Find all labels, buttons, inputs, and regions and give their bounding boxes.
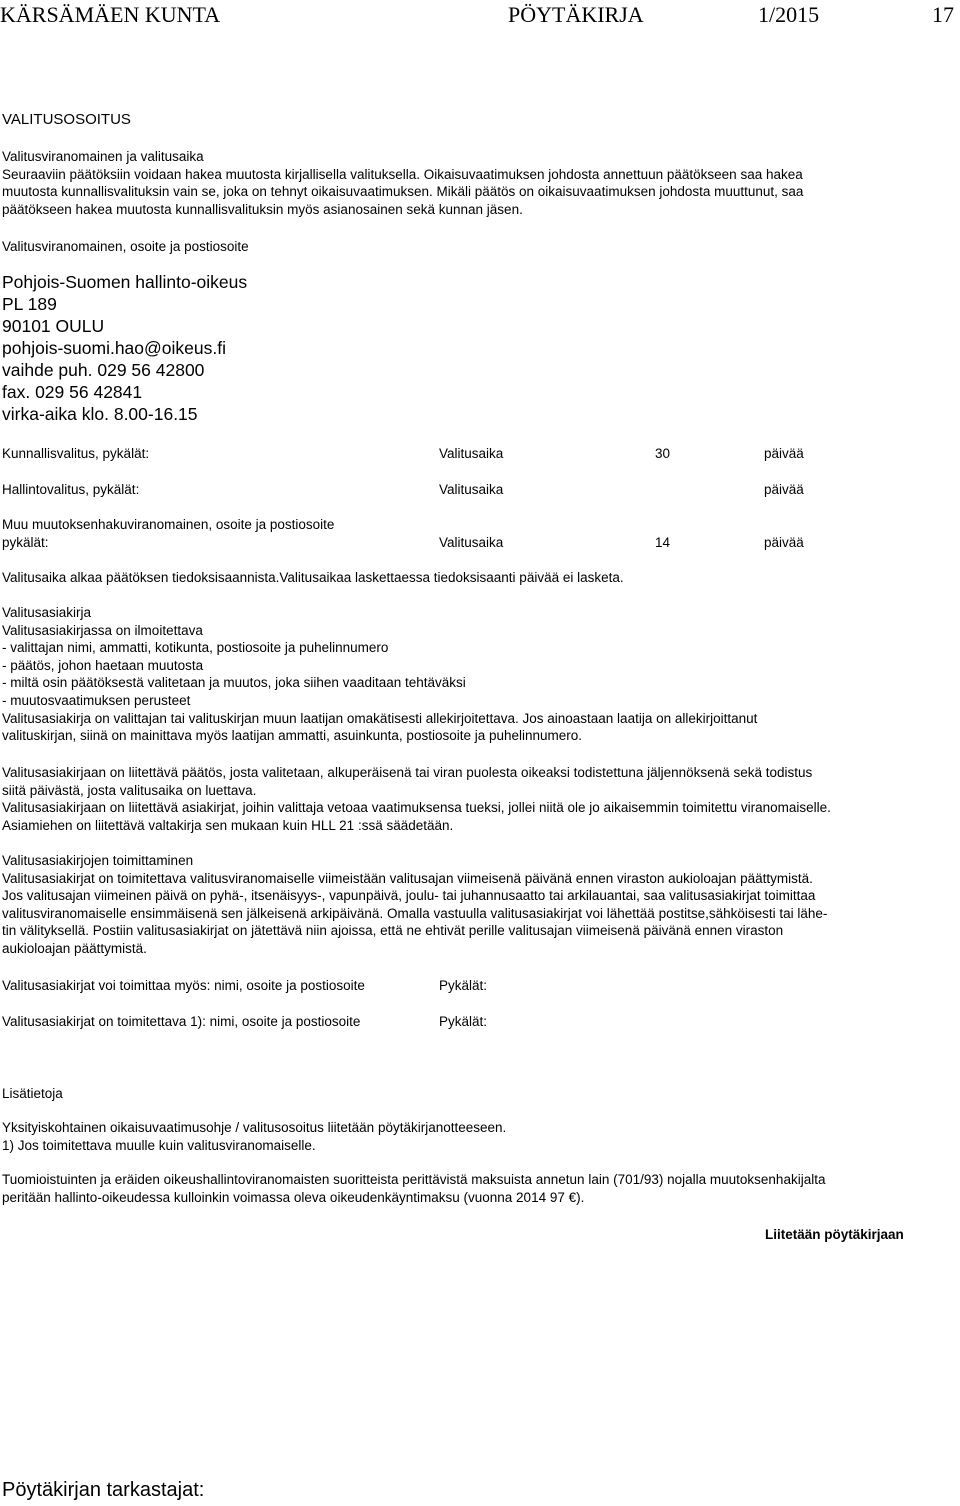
document-line: Valitusasiakirjassa on ilmoitettava <box>2 622 203 638</box>
page-title: VALITUSOSOITUS <box>2 111 131 128</box>
authority-po-box: PL 189 <box>2 294 57 314</box>
delivery-line: tin välityksellä. Postiin valitusasiakirjat on jätettävä niin ajoissa, että ne ehtivät perille valitusajan viimeisenä päivänä ennen viraston <box>2 923 784 939</box>
intro-line: muutosta kunnallisvalituksin vain se, joka on tehnyt oikaisuvaatimuksen. Mikäli päätös on oikaisuvaatimuksen johdosta muuttunut, saa <box>2 184 804 200</box>
document-list-item: - muutosvaatimuksen perusteet <box>2 692 191 708</box>
attachments-line: siitä päivästä, josta valitusaika on luettava. <box>2 782 257 798</box>
other-authority-time-label: Valitusaika <box>439 535 504 550</box>
attach-note: Liitetään pöytäkirjaan <box>765 1227 904 1242</box>
attachments-line: Asiamiehen on liitettävä valtakirja sen mukaan kuin HLL 21 :ssä säädetään. <box>2 817 454 833</box>
delivery-heading: Valitusasiakirjojen toimittaminen <box>2 853 194 868</box>
administrative-appeal-unit: päivää <box>764 482 804 497</box>
info-line: 1) Jos toimitettava muulle kuin valitusviranomaiselle. <box>2 1137 316 1153</box>
document-type: PÖYTÄKIRJA <box>508 2 644 27</box>
delivery-line: aukioloajan päättymistä. <box>2 940 147 956</box>
delivery-line: Jos valitusajan viimeinen päivä on pyhä-, itsenäisyys-, vapunpäivä, joulu- tai juhannusaatto tai arkilauantai, saa valitusasiakirjat toimittaa <box>2 888 816 904</box>
appeal-document-section <box>2 604 757 745</box>
inspectors-label: Pöytäkirjan tarkastajat: <box>2 1479 205 1501</box>
delivery-section <box>2 852 827 958</box>
authority-email: pohjois-suomi.hao@oikeus.fi <box>2 338 226 358</box>
appeal-time-note: Valitusaika alkaa päätöksen tiedoksisaannista.Valitusaikaa laskettaessa tiedoksisaanti päivää ei lasketa. <box>2 570 624 585</box>
document-heading: Valitusasiakirja <box>2 605 92 620</box>
authority-address <box>2 271 247 425</box>
delivery-line: valitusviranomaiselle ensimmäisenä sen jälkeisenä arkipäivänä. Omalla vastuulla valitusasiakirjat voi lähettää postitse,sähköisesti tai lähe- <box>2 905 828 921</box>
municipal-appeal-unit: päivää <box>764 446 804 461</box>
attachments-line: Valitusasiakirjaan on liitettävä päätös, josta valitetaan, alkuperäisenä tai viran puolesta oikeaksi todistettuna jäljennöksenä sekä todistus <box>2 765 813 780</box>
organization-name: KÄRSÄMÄEN KUNTA <box>0 2 221 27</box>
intro-line: Seuraaviin päätöksiin voidaan hakea muutosta kirjallisella valituksella. Oikaisuvaatimuksen johdosta annettuun päätökseen saa hakea <box>2 166 803 182</box>
municipal-appeal-days: 30 <box>655 446 671 461</box>
issue-number: 1/2015 <box>758 2 820 27</box>
document-list-item: - päätös, johon haetaan muutosta <box>2 657 204 673</box>
required-delivery-sections: Pykälät: <box>439 1014 488 1029</box>
administrative-appeal-time-label: Valitusaika <box>439 482 504 497</box>
intro-line: päätökseen hakea muutosta kunnallisvalituksin myös asianosainen sekä kunnan jäsen. <box>2 201 523 217</box>
municipal-appeal-time-label: Valitusaika <box>439 446 504 461</box>
other-authority-days: 14 <box>655 535 671 550</box>
intro-section <box>2 148 803 218</box>
intro-heading: Valitusviranomainen ja valitusaika <box>2 149 204 164</box>
required-delivery-label: Valitusasiakirjat on toimitettava 1): nimi, osoite ja postiosoite <box>2 1014 361 1029</box>
alt-delivery-label: Valitusasiakirjat voi toimittaa myös: nimi, osoite ja postiosoite <box>2 978 365 993</box>
document-list-item: - miltä osin päätöksestä valitetaan ja muutos, joka siihen vaaditaan tehtäväksi <box>2 675 466 691</box>
info-section <box>2 1119 506 1154</box>
other-authority-label: Muu muutoksenhakuviranomainen, osoite ja postiosoite <box>2 517 335 532</box>
info-line: Yksityiskohtainen oikaisuvaatimusohje / valitusosoitus liitetään pöytäkirjanotteeseen. <box>2 1120 507 1135</box>
attachments-section <box>2 764 831 834</box>
page-number: 17 <box>932 2 954 27</box>
document-list-item: - valittajan nimi, ammatti, kotikunta, postiosoite ja puhelinnumero <box>2 640 389 656</box>
other-authority-sections-label: pykälät: <box>2 535 49 550</box>
authority-office-hours: virka-aika klo. 8.00-16.15 <box>2 404 198 424</box>
authority-postal: 90101 OULU <box>2 316 105 336</box>
authority-fax: fax. 029 56 42841 <box>2 382 143 402</box>
document-line: Valitusasiakirja on valittajan tai valituskirjan muun laatijan omakätisesti allekirjoitettava. Jos ainoastaan laatija on allekirjoittanut <box>2 710 758 726</box>
fee-line: Tuomioistuinten ja eräiden oikeushallintoviranomaisten suoritteista perittävistä maksuista annetun lain (701/93) nojalla muutoksenhakijalta <box>2 1172 826 1187</box>
municipal-appeal-label: Kunnallisvalitus, pykälät: <box>2 446 150 461</box>
administrative-appeal-label: Hallintovalitus, pykälät: <box>2 482 140 497</box>
info-heading: Lisätietoja <box>2 1086 63 1101</box>
attachments-line: Valitusasiakirjaan on liitettävä asiakirjat, joihin valittaja vetoaa vaatimuksensa tueksi, jollei niitä ole jo aikaisemmin toimitettu viranomaiselle. <box>2 800 831 816</box>
alt-delivery-sections: Pykälät: <box>439 978 488 993</box>
authority-name: Pohjois-Suomen hallinto-oikeus <box>2 272 248 292</box>
document-line: valituskirjan, siinä on mainittava myös laatijan ammatti, asuinkunta, postiosoite ja puhelinnumero. <box>2 728 583 744</box>
delivery-line: Valitusasiakirjat on toimitettava valitusviranomaiselle viimeistään valitusajan viimeisenä päivänä ennen viraston aukioloajan päättymistä. <box>2 870 813 886</box>
fee-section <box>2 1171 825 1206</box>
authority-heading: Valitusviranomainen, osoite ja postiosoite <box>2 239 249 254</box>
other-authority-unit: päivää <box>764 535 804 550</box>
authority-phone: vaihde puh. 029 56 42800 <box>2 360 205 380</box>
fee-line: peritään hallinto-oikeudessa kulloinkin voimassa oleva oikeudenkäyntimaksu (vuonna 2014 97 €). <box>2 1189 585 1205</box>
